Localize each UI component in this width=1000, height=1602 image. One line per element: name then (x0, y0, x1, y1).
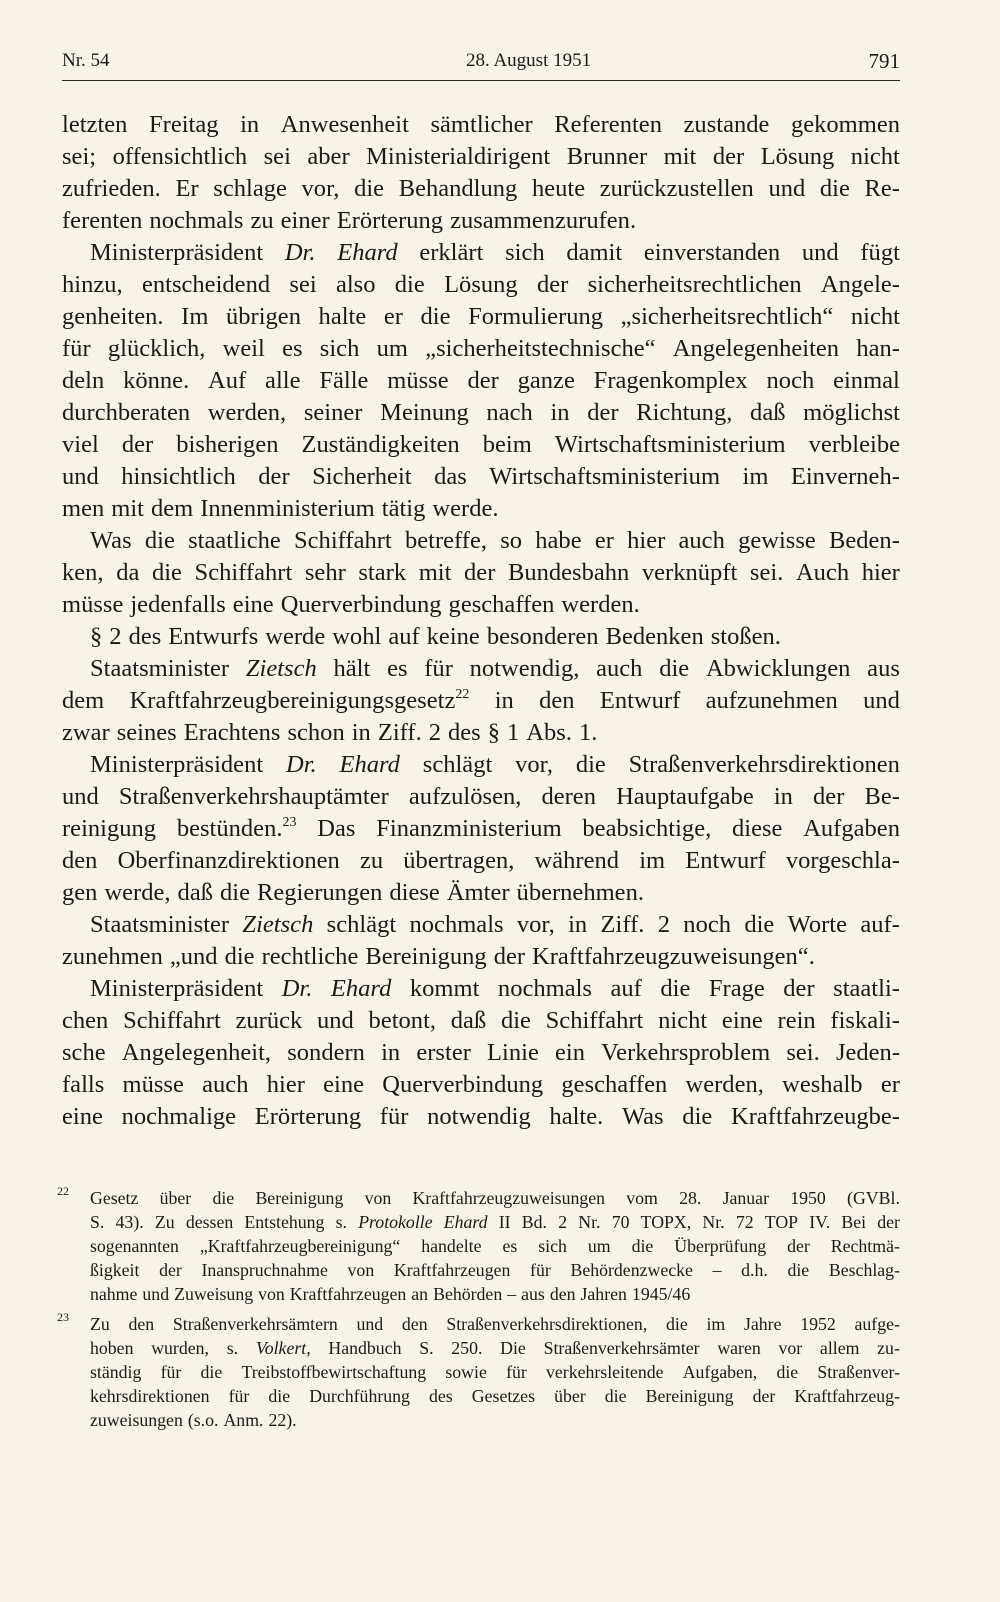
text-line: § 2 des Entwurfs werde wohl auf keine besonderen Bedenken stoßen. (90, 623, 781, 650)
footnote (57, 1310, 900, 1432)
text-line: eine nochmalige Erörterung für notwendig halte. Was die Kraftfahrzeugbe- (62, 1103, 900, 1130)
footnote-line: zuweisungen (s.o. Anm. 22). (90, 1410, 297, 1430)
footnote-line: ßigkeit der Inanspruchnahme von Kraftfahrzeugen für Behördenzwecke – d.h. die Beschlag- (90, 1260, 900, 1280)
footnote-line: ständig für die Treibstoffbewirtschaftung sowie für verkehrsleitende Aufgaben, die Straßenver- (90, 1362, 900, 1382)
text-line: und hinsichtlich der Sicherheit das Wirtschaftsministerium im Einverneh- (62, 463, 900, 490)
session-date: 28. August 1951 (466, 50, 592, 71)
text-line: Staatsminister Zietsch schlägt nochmals vor, in Ziff. 2 noch die Worte auf- (90, 911, 900, 938)
footnote-reference[interactable]: 23 (282, 814, 297, 830)
footnotes (57, 1184, 900, 1432)
paragraph (62, 749, 900, 909)
issue-number: Nr. 54 (62, 50, 110, 71)
text-line: genheiten. Im übrigen halte er die Formulierung „sicherheitsrechtlich“ nicht (62, 303, 900, 330)
footnote-line: hoben wurden, s. Volkert, Handbuch S. 250. Die Straßenverkehrsämter waren vor allem zu- (90, 1338, 900, 1358)
text-line: Staatsminister Zietsch hält es für notwendig, auch die Abwicklungen aus (90, 655, 900, 682)
body-text (62, 109, 900, 1133)
footnote-line: Gesetz über die Bereinigung von Kraftfahrzeugzuweisungen vom 28. Januar 1950 (GVBl. (90, 1188, 900, 1208)
footnote-label: 23 (57, 1310, 69, 1324)
text-line: ferenten nochmals zu einer Erörterung zusammenzurufen. (62, 207, 637, 234)
text-line: zunehmen „und die rechtliche Bereinigung der Kraftfahrzeugzuweisungen“. (62, 943, 815, 970)
text-line: letzten Freitag in Anwesenheit sämtlicher Referenten zustande gekommen (62, 111, 900, 138)
paragraph (62, 653, 900, 749)
footnote-line: Zu den Straßenverkehrsämtern und den Straßenverkehrsdirektionen, die im Jahre 1952 aufge- (90, 1314, 900, 1334)
text-line: chen Schiffahrt zurück und betont, daß die Schiffahrt nicht eine rein fiskali- (62, 1007, 900, 1034)
text-line: Ministerpräsident Dr. Ehard schlägt vor, die Straßenverkehrsdirektionen (90, 751, 900, 778)
paragraph (62, 621, 900, 653)
text-line: falls müsse auch hier eine Querverbindung geschaffen werden, weshalb er (62, 1071, 900, 1098)
text-line: gen werde, daß die Regierungen diese Ämter übernehmen. (62, 879, 644, 906)
text-line: müsse jedenfalls eine Querverbindung geschaffen werden. (62, 591, 640, 618)
footnote-line: S. 43). Zu dessen Entstehung s. Protokolle Ehard II Bd. 2 Nr. 70 TOPX, Nr. 72 TOP IV. Bei der (90, 1212, 900, 1232)
paragraph (62, 237, 900, 525)
text-line: reinigung bestünden.$^{23}$ Das Finanzministerium beabsichtige, diese Aufgaben (62, 814, 900, 842)
footnote-line: kehrsdirektionen für die Durchführung des Gesetzes über die Bereinigung der Kraftfahrzeug- (90, 1386, 900, 1406)
text-line: den Oberfinanzdirektionen zu übertragen, während im Entwurf vorgeschla- (62, 847, 900, 874)
text-line: men mit dem Innenministerium tätig werde. (62, 495, 499, 522)
text-line: ken, da die Schiffahrt sehr stark mit der Bundesbahn verknüpft sei. Auch hier (62, 559, 900, 586)
text-line: viel der bisherigen Zuständigkeiten beim Wirtschaftsministerium verbleibe (62, 431, 900, 458)
text-line: Was die staatliche Schiffahrt betreffe, so habe er hier auch gewisse Beden- (90, 527, 900, 554)
footnote (57, 1184, 900, 1306)
text-line: deln könne. Auf alle Fälle müsse der ganze Fragenkomplex noch einmal (62, 367, 900, 394)
footnote-label: 22 (57, 1184, 69, 1198)
footnote-line: nahme und Zuweisung von Kraftfahrzeugen an Behörden – aus den Jahren 1945/46 (90, 1284, 691, 1304)
paragraph (62, 973, 900, 1133)
text-line: für glücklich, weil es sich um „sicherheitstechnische“ Angelegenheiten han- (62, 335, 900, 362)
text-line: durchberaten werden, seiner Meinung nach in der Richtung, daß möglichst (62, 399, 900, 426)
paragraph (62, 525, 900, 621)
page-number: 791 (868, 49, 900, 73)
text-line: und Straßenverkehrshauptämter aufzulösen, deren Hauptaufgabe in der Be- (62, 783, 900, 810)
text-line: zwar seines Erachtens schon in Ziff. 2 des § 1 Abs. 1. (62, 719, 598, 746)
footnote-line: sogenannten „Kraftfahrzeugbereinigung“ handelte es sich um die Überprüfung der Rechtmä- (90, 1236, 900, 1256)
text-line: Ministerpräsident Dr. Ehard erklärt sich damit einverstanden und fügt (90, 239, 900, 266)
paragraph (62, 109, 900, 237)
running-header (62, 44, 900, 81)
text-line: zufrieden. Er schlage vor, die Behandlung heute zurückzustellen und die Re- (62, 175, 900, 202)
text-line: Ministerpräsident Dr. Ehard kommt nochmals auf die Frage der staatli- (90, 975, 900, 1002)
paragraph (62, 909, 900, 973)
footnote-reference[interactable]: 22 (455, 686, 470, 702)
text-line: sche Angelegenheit, sondern in erster Linie ein Verkehrsproblem sei. Jeden- (62, 1039, 900, 1066)
text-line: sei; offensichtlich sei aber Ministerialdirigent Brunner mit der Lösung nicht (62, 143, 900, 170)
text-line: dem Kraftfahrzeugbereinigungsgesetz$^{22}$ in den Entwurf aufzunehmen und (62, 686, 900, 714)
text-line: hinzu, entscheidend sei also die Lösung der sicherheitsrechtlichen Angele- (62, 271, 900, 298)
